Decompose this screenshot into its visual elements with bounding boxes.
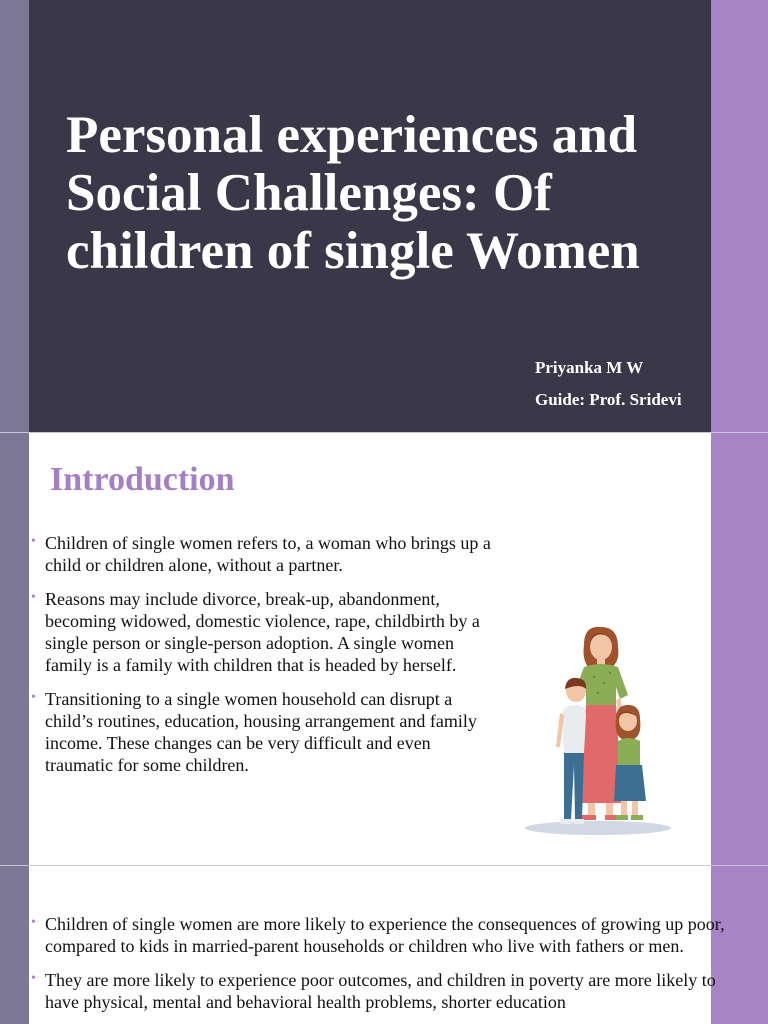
list-item	[29, 913, 729, 957]
list-item	[29, 688, 491, 776]
author-name: Priyanka M W	[535, 358, 644, 377]
bullet-list	[29, 532, 491, 788]
left-accent-band	[0, 433, 29, 865]
left-accent-band	[0, 866, 29, 1024]
family-illustration-icon	[520, 625, 676, 837]
list-item	[29, 588, 491, 676]
bullet-list	[29, 913, 729, 1024]
bullet-icon: •	[31, 534, 36, 549]
bullet-icon: •	[31, 590, 36, 605]
slide-heading: Introduction	[50, 461, 235, 498]
right-accent-band	[711, 433, 768, 865]
bullet-text: They are more likely to experience poor outcomes, and children in poverty are more likely to have physical, mental and behavioral health problems, shorter education	[45, 970, 716, 1012]
bullet-text: Children of single women are more likely to experience the consequences of growing up poor, compared to kids in married-parent households or children who live with fathers or men.	[45, 914, 725, 956]
list-item	[29, 532, 491, 576]
left-accent-band	[0, 0, 29, 432]
bullet-text: Children of single women refers to, a woman who brings up a child or children alone, without a partner.	[45, 533, 491, 575]
content-slide	[0, 866, 768, 1024]
bullet-icon: •	[31, 915, 36, 930]
bullet-text: Reasons may include divorce, break-up, abandonment, becoming widowed, domestic violence, rape, childbirth by a single person or single-person adoption. A single women family is a family with children that is headed by herself.	[45, 589, 480, 675]
title-slide	[0, 0, 768, 432]
right-accent-band	[711, 0, 768, 432]
bullet-icon: •	[31, 971, 36, 986]
list-item	[29, 969, 729, 1013]
bullet-text: Transitioning to a single women household can disrupt a child’s routines, education, housing arrangement and family income. These changes can be very difficult and even traumatic for some children.	[45, 689, 477, 775]
introduction-slide	[0, 433, 768, 865]
guide-name: Guide: Prof. Sridevi	[535, 390, 682, 409]
bullet-icon: •	[31, 690, 36, 705]
presentation-title: Personal experiences and Social Challenges: Of children of single Women	[66, 106, 640, 280]
